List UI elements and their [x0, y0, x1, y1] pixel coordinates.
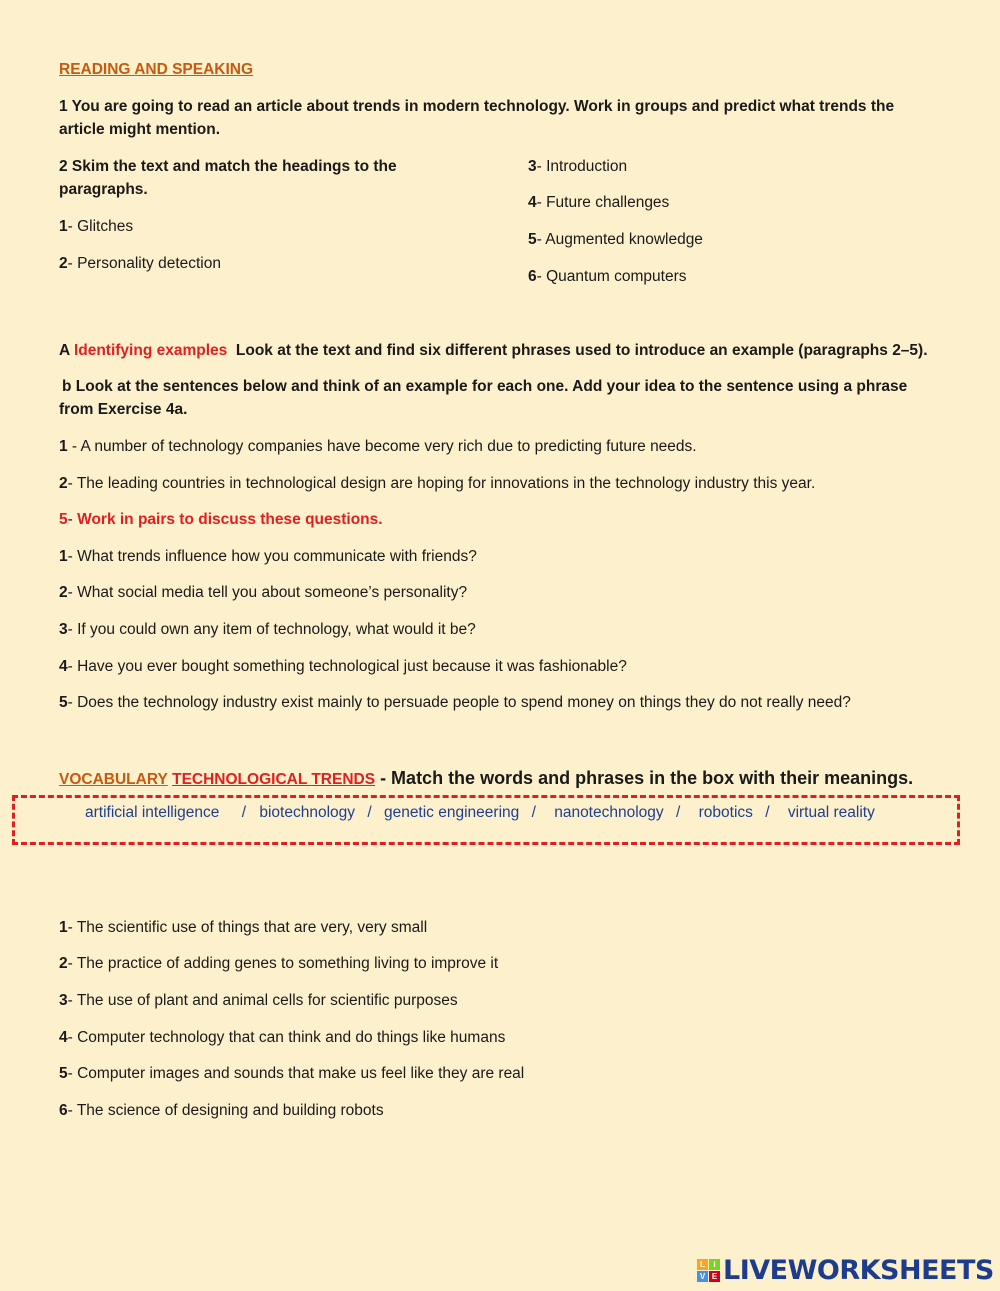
heading-item: 5- Augmented knowledge [528, 231, 703, 248]
word-item: genetic engineering [383, 804, 520, 821]
sentence-item: 2- The leading countries in technological design are hoping for innovations in the technology industry this year. [59, 475, 816, 492]
logo-text: LIVEWORKSHEETS [723, 1254, 994, 1286]
heading-item: 4- Future challenges [528, 194, 670, 211]
question-item: 4- Have you ever bought something technological just because it was fashionable? [59, 658, 627, 675]
question-item: 3- If you could own any item of technology, what would it be? [59, 621, 476, 638]
question-item: 5- Does the technology industry exist mainly to persuade people to spend money on things they do not really need? [59, 694, 851, 711]
logo-cubes-icon: L I V E [697, 1259, 720, 1282]
exercise-5-title: 5- Work in pairs to discuss these questions. [59, 511, 383, 528]
definition-item: 3- The use of plant and animal cells for scientific purposes [59, 992, 458, 1009]
question-1: 1 You are going to read an article about trends in modern technology. Work in groups and predict what trends the article might mention. [59, 98, 895, 138]
section-title-reading: READING AND SPEAKING [59, 61, 254, 78]
liveworksheets-logo[interactable] [697, 1255, 994, 1285]
definition-item: 5- Computer images and sounds that make us feel like they are real [59, 1065, 525, 1082]
definition-item: 2- The practice of adding genes to something living to improve it [59, 955, 499, 972]
question-item: 2- What social media tell you about someone’s personality? [59, 584, 468, 601]
sentence-item: 1 - A number of technology companies have become very rich due to predicting future needs. [59, 438, 697, 455]
separator: / [241, 804, 247, 821]
separator: / [367, 804, 372, 821]
word-list [85, 801, 875, 824]
heading-item: 2- Personality detection [59, 255, 221, 272]
separator: / [675, 804, 681, 821]
exercise-a: A Identifying examples Look at the text and find six different phrases used to introduce an example (paragraphs 2–5). [59, 342, 928, 359]
definition-item: 1- The scientific use of things that are very, very small [59, 919, 428, 936]
heading-item: 1- Glitches [59, 218, 134, 235]
question-2: 2 Skim the text and match the headings to the paragraphs. [59, 158, 397, 198]
vocabulary-header: VOCABULARY TECHNOLOGICAL TRENDS - Match the words and phrases in the box with their meanings. [59, 768, 914, 788]
heading-item: 6- Quantum computers [528, 268, 687, 285]
definition-item: 6- The science of designing and building robots [59, 1102, 384, 1119]
word-item: biotechnology [259, 804, 356, 821]
separator: / [531, 804, 536, 821]
word-item: nanotechnology [554, 804, 664, 821]
heading-item: 3- Introduction [528, 158, 628, 175]
exercise-b: b Look at the sentences below and think of an example for each one. Add your idea to the sentence using a phrase from Exercise 4a. [59, 378, 908, 418]
word-item: artificial intelligence [85, 804, 220, 821]
word-item: virtual reality [787, 804, 875, 821]
word-item: robotics [698, 804, 753, 821]
definition-item: 4- Computer technology that can think and do things like humans [59, 1029, 506, 1046]
question-item: 1- What trends influence how you communicate with friends? [59, 548, 477, 565]
identifying-examples-label: Identifying examples [73, 342, 228, 359]
separator: / [765, 804, 770, 821]
